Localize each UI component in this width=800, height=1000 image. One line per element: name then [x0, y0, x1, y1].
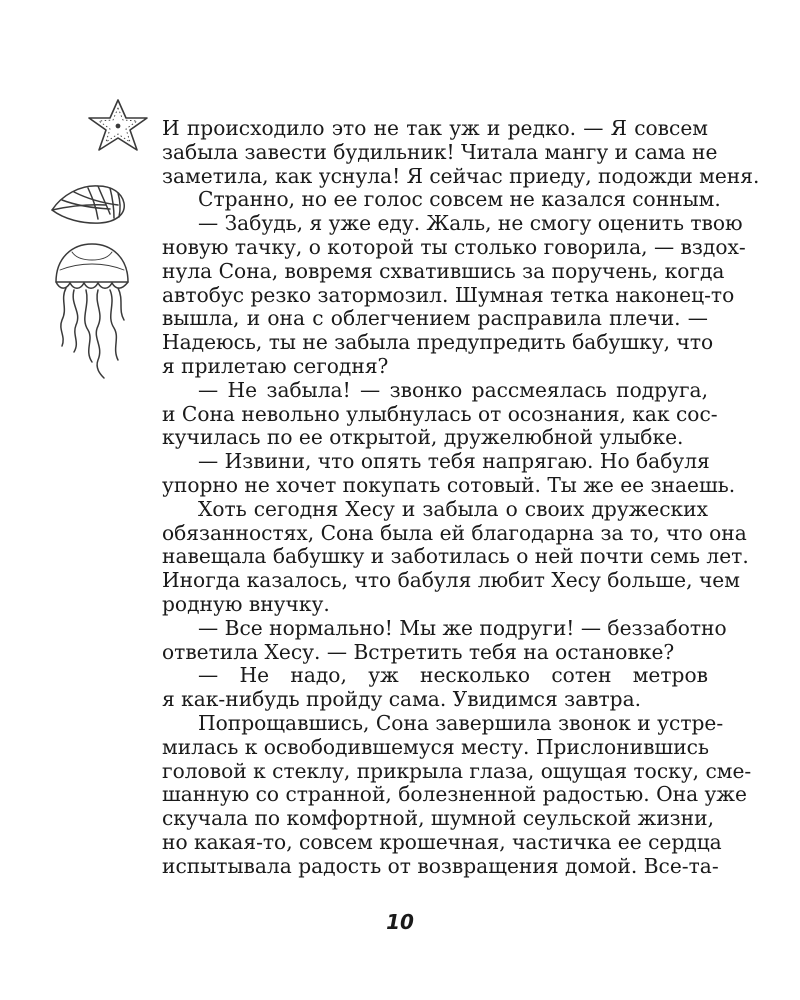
text-line: шанную со странной, болезненной радостью. Она уже	[162, 782, 747, 807]
text-line: Хоть сегодня Хесу и забыла о своих дружеских	[198, 496, 708, 521]
seashell-icon	[52, 186, 124, 223]
text-line: я прилетаю сегодня?	[162, 353, 389, 378]
jellyfish-icon	[56, 244, 128, 378]
text-line: скучала по комфортной, шумной сеульской жизни,	[162, 806, 714, 831]
text-line: автобус резко затормозил. Шумная тетка наконец-то	[162, 282, 735, 307]
text-line: Надеюсь, ты не забыла предупредить бабушку, что	[162, 330, 714, 355]
text-line: новую тачку, о которой ты столько говорила, — вздох-	[162, 234, 746, 259]
text-line: родную внучку.	[162, 591, 330, 616]
text-line: нула Сона, вовремя схватившись за поручень, когда	[162, 258, 725, 283]
margin-illustrations	[0, 0, 160, 400]
text-line: вышла, и она с облегчением расправила плечи. —	[162, 306, 708, 331]
text-line: — Не забыла! — звонко рассмеялась подруга,	[198, 377, 708, 402]
text-line: забыла завести будильник! Читала мангу и сама не	[162, 139, 718, 164]
page-number: 10	[386, 910, 414, 934]
text-line: — Забудь, я уже еду. Жаль, не смогу оценить твою	[198, 211, 743, 236]
text-line: заметила, как уснула! Я сейчас приеду, подожди меня.	[162, 163, 760, 188]
text-line: обязанностях, Сона была ей благодарна за то, что она	[162, 520, 747, 545]
text-line: я как-нибудь пройду сама. Увидимся завтра.	[162, 687, 642, 712]
text-line: — Извини, что опять тебя напрягаю. Но бабуля	[198, 449, 710, 474]
text-line: но какая-то, совсем крошечная, частичка ее сердца	[162, 829, 722, 854]
text-line: И происходило это не так уж и редко. — Я совсем	[162, 116, 708, 140]
text-line: — Все нормально! Мы же подруги! — беззаботно	[198, 615, 727, 640]
text-line: испытывала радость от возвращения домой. Все-та-	[162, 853, 719, 878]
text-line: Иногда казалось, что бабуля любит Хесу больше, чем	[162, 568, 740, 593]
text-line: головой к стеклу, прикрыла глаза, ощущая тоску, сме-	[162, 758, 752, 783]
text-line: и Сона невольно улыбнулась от осознания, как сос-	[162, 401, 718, 426]
text-line: — Не надо, уж несколько сотен метров	[198, 663, 708, 688]
text-line: навещала бабушку и заботилась о ней почти семь лет.	[162, 544, 749, 569]
text-line: милась к освободившемуся месту. Прислонившись	[162, 734, 709, 759]
body-text	[162, 116, 760, 879]
text-line: кучилась по ее открытой, дружелюбной улыбке.	[162, 425, 684, 450]
text-line: ответила Хесу. — Встретить тебя на остановке?	[162, 639, 675, 664]
text-line: Попрощавшись, Сона завершила звонок и устре-	[198, 710, 724, 735]
text-line: упорно не хочет покупать сотовый. Ты же ее знаешь.	[162, 472, 736, 497]
text-line: Странно, но ее голос совсем не казался сонным.	[198, 187, 721, 212]
starfish-icon	[89, 100, 147, 150]
